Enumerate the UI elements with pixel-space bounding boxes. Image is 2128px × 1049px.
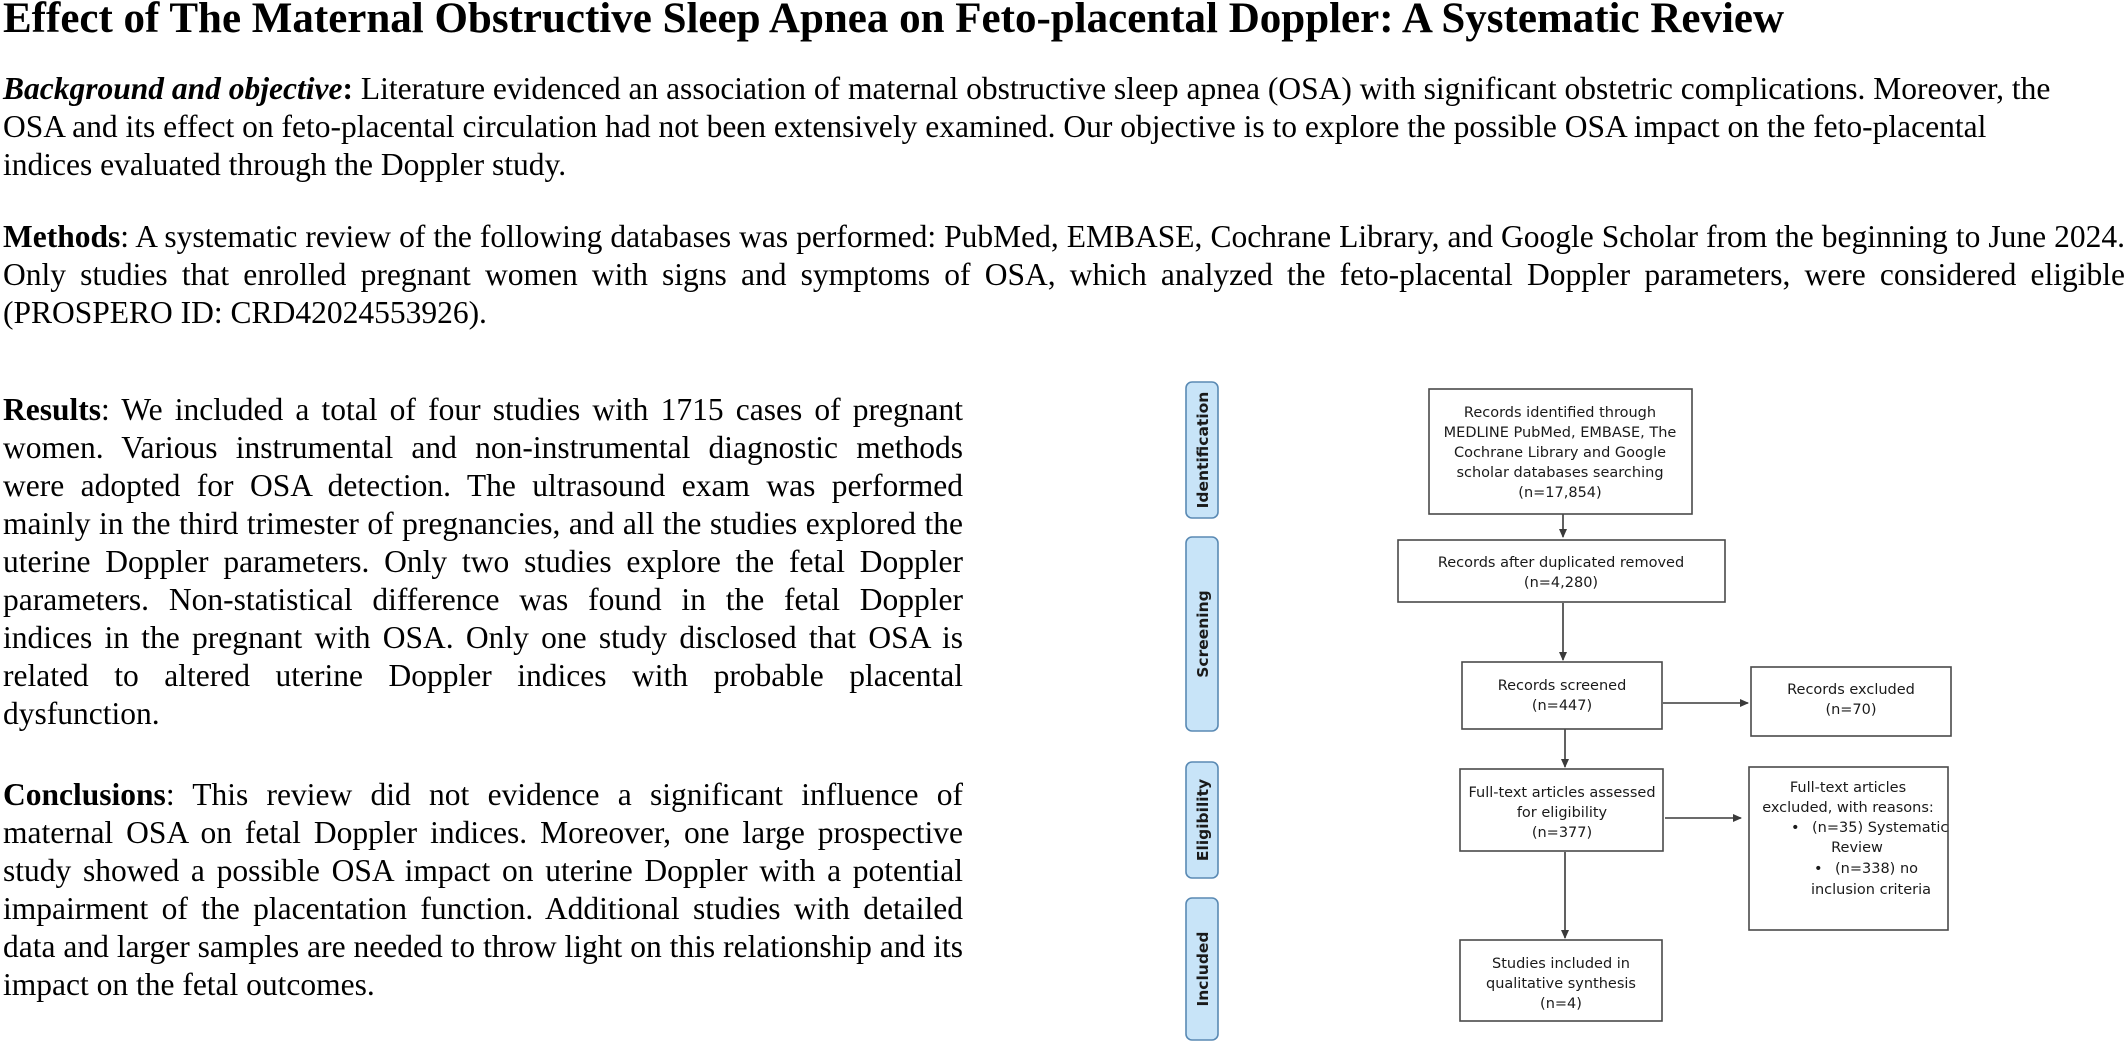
stage-identification xyxy=(1186,382,1218,518)
stage-eligibility xyxy=(1186,762,1218,878)
included-count: (n=4) xyxy=(1540,996,1582,1012)
identified-count: (n=17,854) xyxy=(1518,485,1602,501)
included-line1: Studies included in xyxy=(1492,956,1630,972)
fulltext-count: (n=377) xyxy=(1531,825,1593,841)
bullet-2: • xyxy=(1814,861,1823,877)
screened-label: Records screened xyxy=(1497,678,1627,694)
reason-2-line2: inclusion criteria xyxy=(1810,882,1932,898)
box-records-deduplicated xyxy=(1398,540,1725,602)
background-text: Literature evidenced an association of maternal obstructive sleep apnea (OSA) with significant obstetric complications. Moreover, the OSA and its effect on feto-placental circulation had not been extensively examined. Our objective is to explore the possible OSA impact on the feto-placental indices evaluated through the Doppler study. xyxy=(3,71,2051,182)
reason-1-line1: (n=35) Systematic xyxy=(1812,820,1949,836)
identified-line1: Records identified through xyxy=(1463,405,1657,421)
identified-line4: scholar databases searching xyxy=(1456,465,1664,481)
ft-excluded-line1: Full-text articles xyxy=(1789,780,1907,796)
stage-screening xyxy=(1186,537,1218,731)
stage-screening-label: Screening xyxy=(1194,590,1212,678)
stage-included xyxy=(1186,898,1218,1040)
ft-excluded-line2: excluded, with reasons: xyxy=(1762,800,1934,816)
stage-identification-label: Identification xyxy=(1194,391,1212,509)
background-label-colon: : xyxy=(342,71,353,106)
box-records-screened xyxy=(1462,662,1662,729)
fulltext-line1: Full-text articles assessed xyxy=(1468,785,1656,801)
background-label: Background and objective xyxy=(3,71,343,106)
methods-text: : A systematic review of the following databases was performed: PubMed, EMBASE, Cochrane Library, and Google Scholar from the beginning to June 2024. Only studies that enrolled pregnant women with signs and symptoms of OSA, which analyzed the feto-placental Doppler parameters, were considered eligible (PROSPERO ID: CRD42024553926). xyxy=(3,219,2125,330)
fulltext-line2: for eligibility xyxy=(1516,805,1608,821)
bullet-1: • xyxy=(1791,820,1800,836)
box-fulltext-excluded xyxy=(1749,767,1948,930)
included-line2: qualitative synthesis xyxy=(1486,976,1636,992)
conclusions-text: : This review did not evidence a significant influence of maternal OSA on fetal Doppler indices. Moreover, one large prospective study showed a possible OSA impact on uterine Doppler with a potential impairment of the placentation function. Additional studies with detailed data and larger samples are needed to throw light on this relationship and its impact on the fetal outcomes. xyxy=(3,777,963,1002)
identified-line3: Cochrane Library and Google xyxy=(1453,445,1667,461)
reason-2-line1: (n=338) no xyxy=(1835,861,1918,877)
deduplicated-count: (n=4,280) xyxy=(1523,575,1599,591)
excluded-count: (n=70) xyxy=(1825,702,1877,718)
box-records-identified xyxy=(1429,389,1692,514)
stage-eligibility-label: Eligibility xyxy=(1194,778,1212,862)
box-studies-included xyxy=(1460,940,1662,1021)
paper-title: Effect of The Maternal Obstructive Sleep Apnea on Feto-placental Doppler: A Systematic Review xyxy=(3,0,1785,42)
conclusions-label: Conclusions xyxy=(3,777,166,812)
excluded-label: Records excluded xyxy=(1787,682,1915,698)
reason-1-line2: Review xyxy=(1831,840,1883,856)
box-records-excluded xyxy=(1751,667,1951,736)
deduplicated-label: Records after duplicated removed xyxy=(1437,555,1685,571)
identified-line2: MEDLINE PubMed, EMBASE, The xyxy=(1443,425,1677,441)
results-label: Results xyxy=(3,392,102,427)
stage-included-label: Included xyxy=(1194,931,1212,1007)
box-fulltext-assessed xyxy=(1460,769,1663,851)
results-text: : We included a total of four studies with 1715 cases of pregnant women. Various instrumental and non-instrumental diagnostic methods were adopted for OSA detection. The ultrasound exam was performed mainly in the third trimester of pregnancies, and all the studies explored the uterine Doppler parameters. Only two studies explore the fetal Doppler parameters. Non-statistical difference was found in the fetal Doppler indices in the pregnant with OSA. Only one study disclosed that OSA is related to altered uterine Doppler indices with probable placental dysfunction. xyxy=(3,392,963,731)
screened-count: (n=447) xyxy=(1531,698,1593,714)
methods-label: Methods xyxy=(3,219,121,254)
